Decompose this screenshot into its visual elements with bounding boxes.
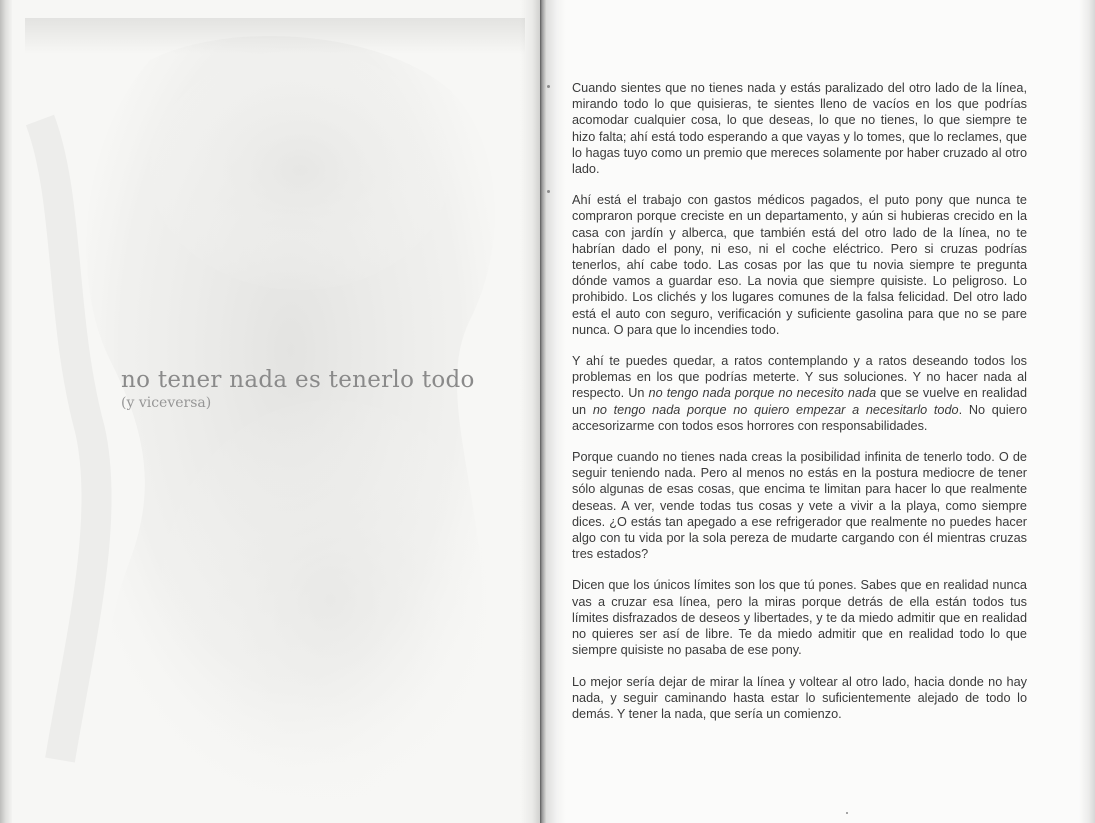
paragraph-5: Dicen que los únicos límites son los que tú pones. Sabes que en realidad nunca vas a cruzar esa línea, pero la miras porque detrás de ella están todos tus límites disfrazados de deseos y libertades, y te da miedo admitir que en realidad no quieres ser así de libre. Te da miedo admitir que en realidad todo lo que siempre quisiste no pasaba de ese pony. [572,578,1027,658]
paragraph-2: Ahí está el trabajo con gastos médicos pagados, el puto pony que nunca te compraron porque creciste en un departamento, y aún si hubieras crecido en la casa con jardín y alberca, que también está del otro lado de la línea, no te habrían dado el pony, ni eso, ni el coche eléctrico. Pero si cruzas podrías tenerlos, ahí cabe todo. Las cosas por las que tu novia siempre te pregunta dónde vamos a guardar eso. La novia que siempre quisiste. Lo peligroso. Lo prohibido. Los clichés y los lugares comunes de la falsa felicidad. Del otro lado está el auto con seguro, verificación y suficiente gasolina para que no se pare nunca. O para que lo incendies todo. [572,193,1027,337]
chapter-subtitle: (y viceversa) [121,395,212,411]
paragraph-3 [572,353,1027,434]
right-page-outer-edge [1079,0,1095,823]
paragraph-3-part-3: . No quiero accesorizarme con todos esos horrores con responsabilidades. [572,402,1028,433]
paragraph-3-italic-2: no tengo nada porque no quiero empezar a necesitarlo todo [592,402,959,417]
paragraph-3-part-2: que se vuelve en realidad un [572,386,1027,417]
ink-speck [846,812,848,814]
chapter-title-block [121,366,475,412]
left-page-gutter-shadow [520,0,542,823]
left-page-outer-edge [0,0,12,823]
paragraph-4: Porque cuando no tienes nada creas la posibilidad infinita de tenerlo todo. O de seguir teniendo nada. Pero al menos no estás en la postura mediocre de tener sólo algunas de esas cosas, que encima te limitan para hacer lo que realmente deseas. A ver, vende todas tus cosas y vete a vivir a la playa, como siempre dices. ¿O estás tan apegado a ese refrigerador que realmente no puedes hacer algo con tu vida por la sola pereza de mudarte cargando con él mientras cruzas tres estados? [572,450,1027,562]
right-page-gutter-shadow [546,0,566,823]
left-page [0,0,542,823]
ink-speck [547,190,550,193]
ink-speck [547,85,550,88]
top-print-smudge [25,18,525,54]
body-text [572,80,1027,737]
chapter-title: no tener nada es tenerlo todo [121,367,475,393]
paragraph-6: Lo mejor sería dejar de mirar la línea y voltear al otro lado, hacia donde no hay nada, y seguir caminando hasta estar lo suficientemente alejado de todo lo demás. Y tener la nada, que sería un comienzo. [572,674,1027,721]
paragraph-1: Cuando sientes que no tienes nada y estás paralizado del otro lado de la línea, mirando todo lo que quisieras, te sientes lleno de vacíos en los que podrías acomodar cualquier cosa, lo que deseas, lo que no tienes, lo que siempre te hizo falta; ahí está todo esperando a que vayas y lo tomes, que lo reclames, que lo hagas tuyo como un premio que mereces solamente por haber cruzado al otro lado. [572,81,1027,177]
paragraph-3-part-1: Y ahí te puedes quedar, a ratos contemplando y a ratos deseando todos los problemas en los que podrías meterte. Y sus soluciones. Y no hacer nada al respecto. Un [572,354,1027,401]
paragraph-3-italic-1: no tengo nada porque no necesito nada [648,386,877,401]
right-page [546,0,1095,823]
